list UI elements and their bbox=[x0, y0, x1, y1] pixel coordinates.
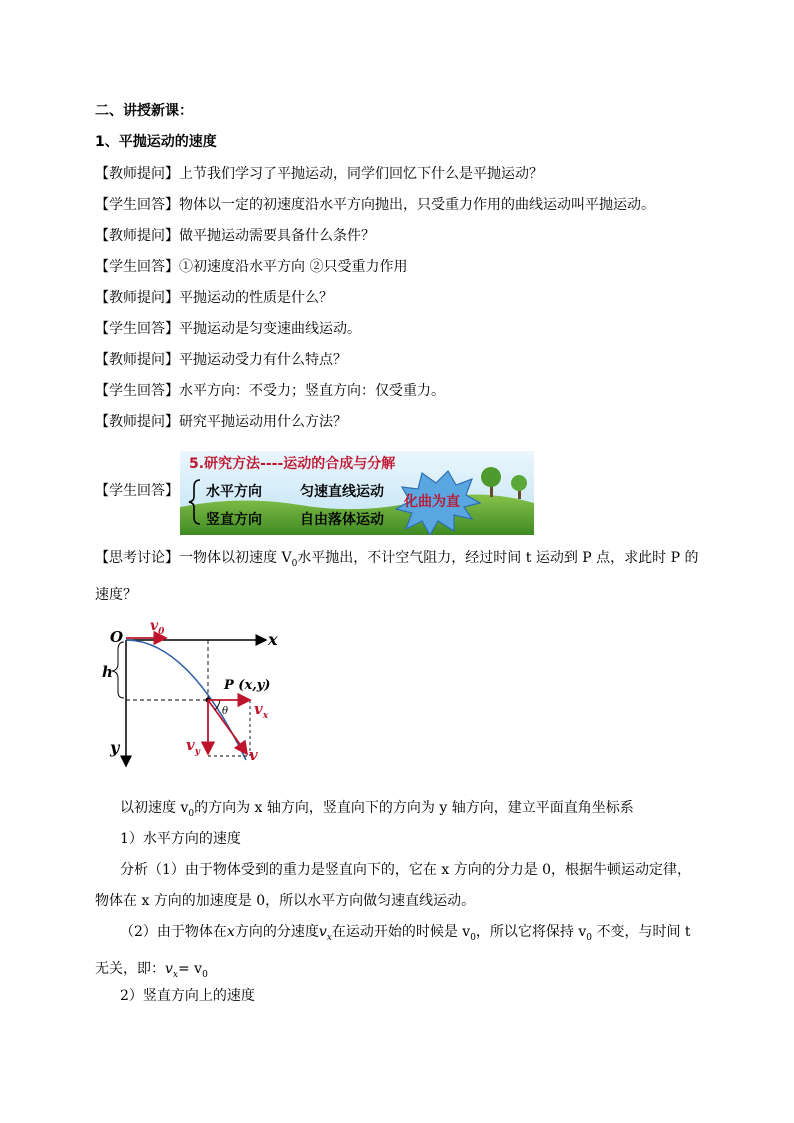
vy-label bbox=[186, 736, 200, 757]
subscript: x bbox=[262, 711, 269, 721]
subscript: 0 bbox=[291, 558, 298, 569]
dialogue-line bbox=[95, 412, 347, 432]
subscript: x bbox=[326, 932, 332, 943]
dialogue-text: ①初速度沿水平方向 ②只受重力作用 bbox=[179, 259, 408, 275]
subscript: 0 bbox=[202, 969, 208, 980]
banner-row2-motion: 自由落体运动 bbox=[300, 512, 384, 528]
h-label: h bbox=[102, 663, 113, 681]
dialogue-text: 平抛运动受力有什么特点？ bbox=[179, 352, 347, 368]
horizontal-velocity-heading: 1）水平方向的速度 bbox=[120, 831, 241, 847]
variable-x: x bbox=[226, 924, 235, 940]
body-text: 的方向为 x 轴方向，竖直向下的方向为 y 轴方向，建立平面直角坐标系 bbox=[194, 800, 634, 816]
discussion-paragraph bbox=[95, 543, 705, 611]
dialogue-tag: 【教师提问】 bbox=[95, 228, 179, 244]
banner-callout: 化曲为直 bbox=[404, 494, 460, 510]
body-text: 不变，与时间 t 无关，即： bbox=[95, 924, 691, 977]
dialogue-text: 平抛运动是匀变速曲线运动。 bbox=[179, 321, 361, 337]
projectile-figure bbox=[96, 618, 296, 778]
body-text: （2）由于物体在 bbox=[120, 924, 227, 940]
origin-label: O bbox=[110, 628, 124, 646]
subscript: x bbox=[172, 969, 178, 980]
subscript: y bbox=[194, 747, 200, 757]
v0-label-base: v bbox=[150, 618, 159, 634]
body-text: ，所以它将保持 v bbox=[475, 924, 587, 940]
y-axis-label: y bbox=[110, 738, 120, 757]
discussion-text: 水平抛出，不计空气阻力，经过时间 t 运动到 P 点，求此时 P 的速度？ bbox=[95, 550, 699, 603]
variable-v: v bbox=[318, 924, 327, 940]
dialogue-line bbox=[95, 226, 375, 246]
body-text: = v bbox=[178, 960, 203, 977]
body-text: 方向的分速度 bbox=[234, 924, 319, 940]
subscript: 0 bbox=[470, 932, 476, 943]
dialogue-line bbox=[95, 381, 445, 401]
vertical-velocity-heading: 2）竖直方向上的速度 bbox=[120, 988, 255, 1004]
banner-row1-direction: 水平方向 bbox=[206, 484, 262, 500]
subscript: 0 bbox=[158, 626, 165, 637]
point-p-label: P (x,y) bbox=[224, 678, 271, 693]
tree-crown bbox=[511, 475, 527, 491]
dialogue-line bbox=[95, 319, 361, 339]
dialogue-tag: 【学生回答】 bbox=[95, 197, 179, 213]
analysis-paragraph: 分析（1）由于物体受到的重力是竖直向下的，它在 x 方向的分力是 0，根据牛顿运动定律，物体在 x 方向的加速度是 0，所以水平方向做匀速直线运动。 bbox=[95, 862, 692, 909]
banner-row1-motion: 匀速直线运动 bbox=[300, 484, 384, 500]
h-brace bbox=[112, 642, 124, 698]
dialogue-text: 上节我们学习了平抛运动，同学们回忆下什么是平抛运动？ bbox=[179, 166, 543, 182]
dialogue-line bbox=[95, 288, 333, 308]
dialogue-tag: 【学生回答】 bbox=[95, 321, 179, 337]
sub-heading: 1、平抛运动的速度 bbox=[95, 134, 217, 150]
v-label: v bbox=[249, 746, 258, 764]
dialogue-tag: 【教师提问】 bbox=[95, 290, 179, 306]
tree-crown bbox=[481, 467, 501, 487]
dialogue-tag: 【学生回答】 bbox=[95, 259, 179, 275]
discussion-tag: 【思考讨论】 bbox=[95, 550, 179, 566]
dialogue-tag: 【学生回答】 bbox=[95, 383, 179, 399]
variable-v: v bbox=[165, 960, 173, 977]
v0-label bbox=[150, 618, 164, 637]
method-banner bbox=[180, 451, 534, 535]
dialogue-text: 水平方向：不受力；竖直方向：仅受重力。 bbox=[179, 383, 445, 399]
dialogue-line bbox=[95, 350, 347, 370]
dialogue-line bbox=[95, 195, 655, 215]
dialogue-text: 做平抛运动需要具备什么条件？ bbox=[179, 228, 375, 244]
section-heading: 二、讲授新课： bbox=[95, 103, 193, 119]
dialogue-text: 物体以一定的初速度沿水平方向抛出，只受重力作用的曲线运动叫平抛运动。 bbox=[179, 197, 655, 213]
subscript: 0 bbox=[586, 932, 593, 943]
discussion-text: 一物体以初速度 V bbox=[179, 550, 292, 566]
dialogue-tag: 【教师提问】 bbox=[95, 166, 179, 182]
dialogue-line bbox=[95, 257, 407, 277]
subscript: 0 bbox=[188, 808, 195, 819]
coordinate-paragraph bbox=[120, 798, 634, 824]
dialogue-text: 研究平抛运动用什么方法？ bbox=[179, 414, 347, 430]
vx-label-base: v bbox=[254, 700, 263, 718]
banner-row2-direction: 竖直方向 bbox=[206, 512, 262, 528]
banner-title: 5.研究方法----运动的合成与分解 bbox=[189, 456, 396, 472]
x-axis-label: x bbox=[268, 630, 278, 649]
dialogue-text: 平抛运动的性质是什么？ bbox=[179, 290, 333, 306]
body-text: 在运动开始的时候是 v bbox=[331, 924, 471, 940]
answer-label: 【学生回答】 bbox=[95, 483, 179, 499]
body-text: 以初速度 v bbox=[120, 800, 189, 816]
vx-paragraph bbox=[95, 917, 705, 991]
dialogue-line bbox=[95, 164, 543, 184]
vy-label-base: v bbox=[186, 736, 195, 754]
dialogue-tag: 【教师提问】 bbox=[95, 414, 179, 430]
dialogue-tag: 【教师提问】 bbox=[95, 352, 179, 368]
theta-label: θ bbox=[222, 706, 229, 717]
vx-label bbox=[254, 700, 268, 721]
